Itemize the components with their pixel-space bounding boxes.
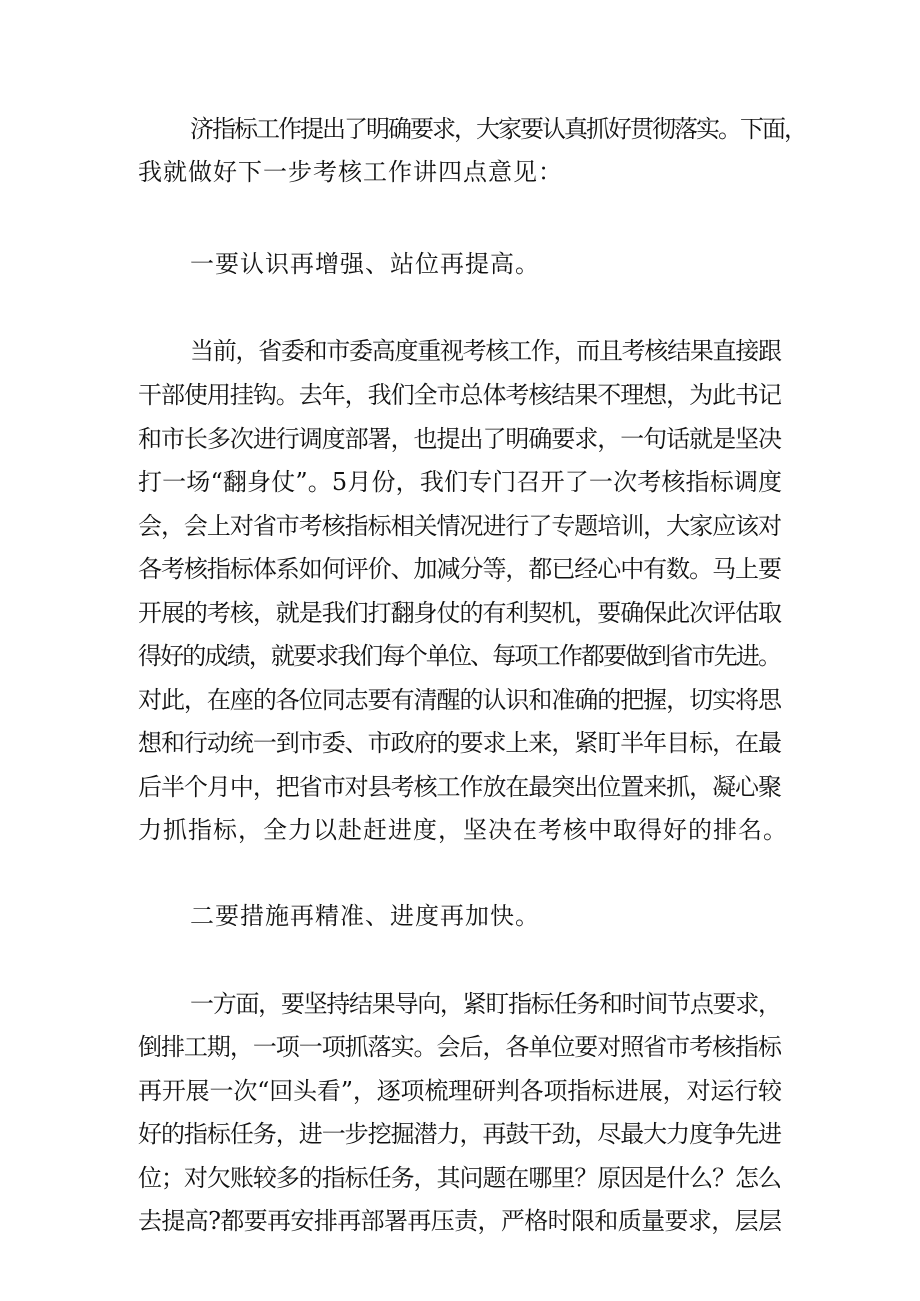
section-heading: 二要措施再精准、进度再加快。: [190, 902, 540, 930]
body-text-line: 想和行动统一到市委、市政府的要求上来，紧盯半年目标，在最: [138, 729, 781, 757]
body-text-line: 开展的考核，就是我们打翻身仗的有利契机，要确保此次评估取: [138, 599, 781, 627]
body-text-line: 好的指标任务，进一步挖掘潜力，再鼓干劲，尽最大力度争先进: [138, 1120, 781, 1148]
body-text-line: 得好的成绩，就要求我们每个单位、每项工作都要做到省市先进。: [138, 642, 781, 670]
body-text-line: 力抓指标，全力以赴赶进度，坚决在考核中取得好的排名。: [138, 816, 788, 844]
body-text-line: 一方面，要坚持结果导向，紧盯指标任务和时间节点要求，: [190, 990, 781, 1018]
body-text-line: 和市长多次进行调度部署，也提出了明确要求，一句话就是坚决: [138, 425, 781, 453]
body-text-line: 干部使用挂钩。去年，我们全市总体考核结果不理想，为此书记: [138, 381, 781, 409]
body-text-line: 对此，在座的各位同志要有清醒的认识和准确的把握，切实将思: [138, 686, 781, 714]
section-heading: 一要认识再增强、站位再提高。: [190, 250, 540, 278]
body-text-line: 后半个月中，把省市对县考核工作放在最突出位置来抓，凝心聚: [138, 773, 781, 801]
body-text-line: 各考核指标体系如何评价、加减分等，都已经心中有数。马上要: [138, 555, 781, 583]
body-text-line: 去提高?都要再安排再部署再压责，严格时限和质量要求，层层: [138, 1207, 782, 1235]
body-text-line: 我就做好下一步考核工作讲四点意见：: [138, 158, 563, 186]
body-text-line: 倒排工期，一项一项抓落实。会后，各单位要对照省市考核指标: [138, 1033, 781, 1061]
body-text-line: 当前，省委和市委高度重视考核工作，而且考核结果直接跟: [190, 337, 781, 365]
body-text-line: 会，会上对省市考核指标相关情况进行了专题培训，大家应该对: [138, 512, 781, 540]
body-text-line: 济指标工作提出了明确要求，大家要认真抓好贯彻落实。下面，: [190, 115, 806, 143]
body-text-line: 打一场“翻身仗”。5月份，我们专门召开了一次考核指标调度: [138, 468, 783, 496]
body-text-line: 位；对欠账较多的指标任务，其问题在哪里？原因是什么？怎么: [138, 1164, 781, 1192]
body-text-line: 再开展一次“回头看”，逐项梳理研判各项指标进展，对运行较: [138, 1077, 782, 1105]
